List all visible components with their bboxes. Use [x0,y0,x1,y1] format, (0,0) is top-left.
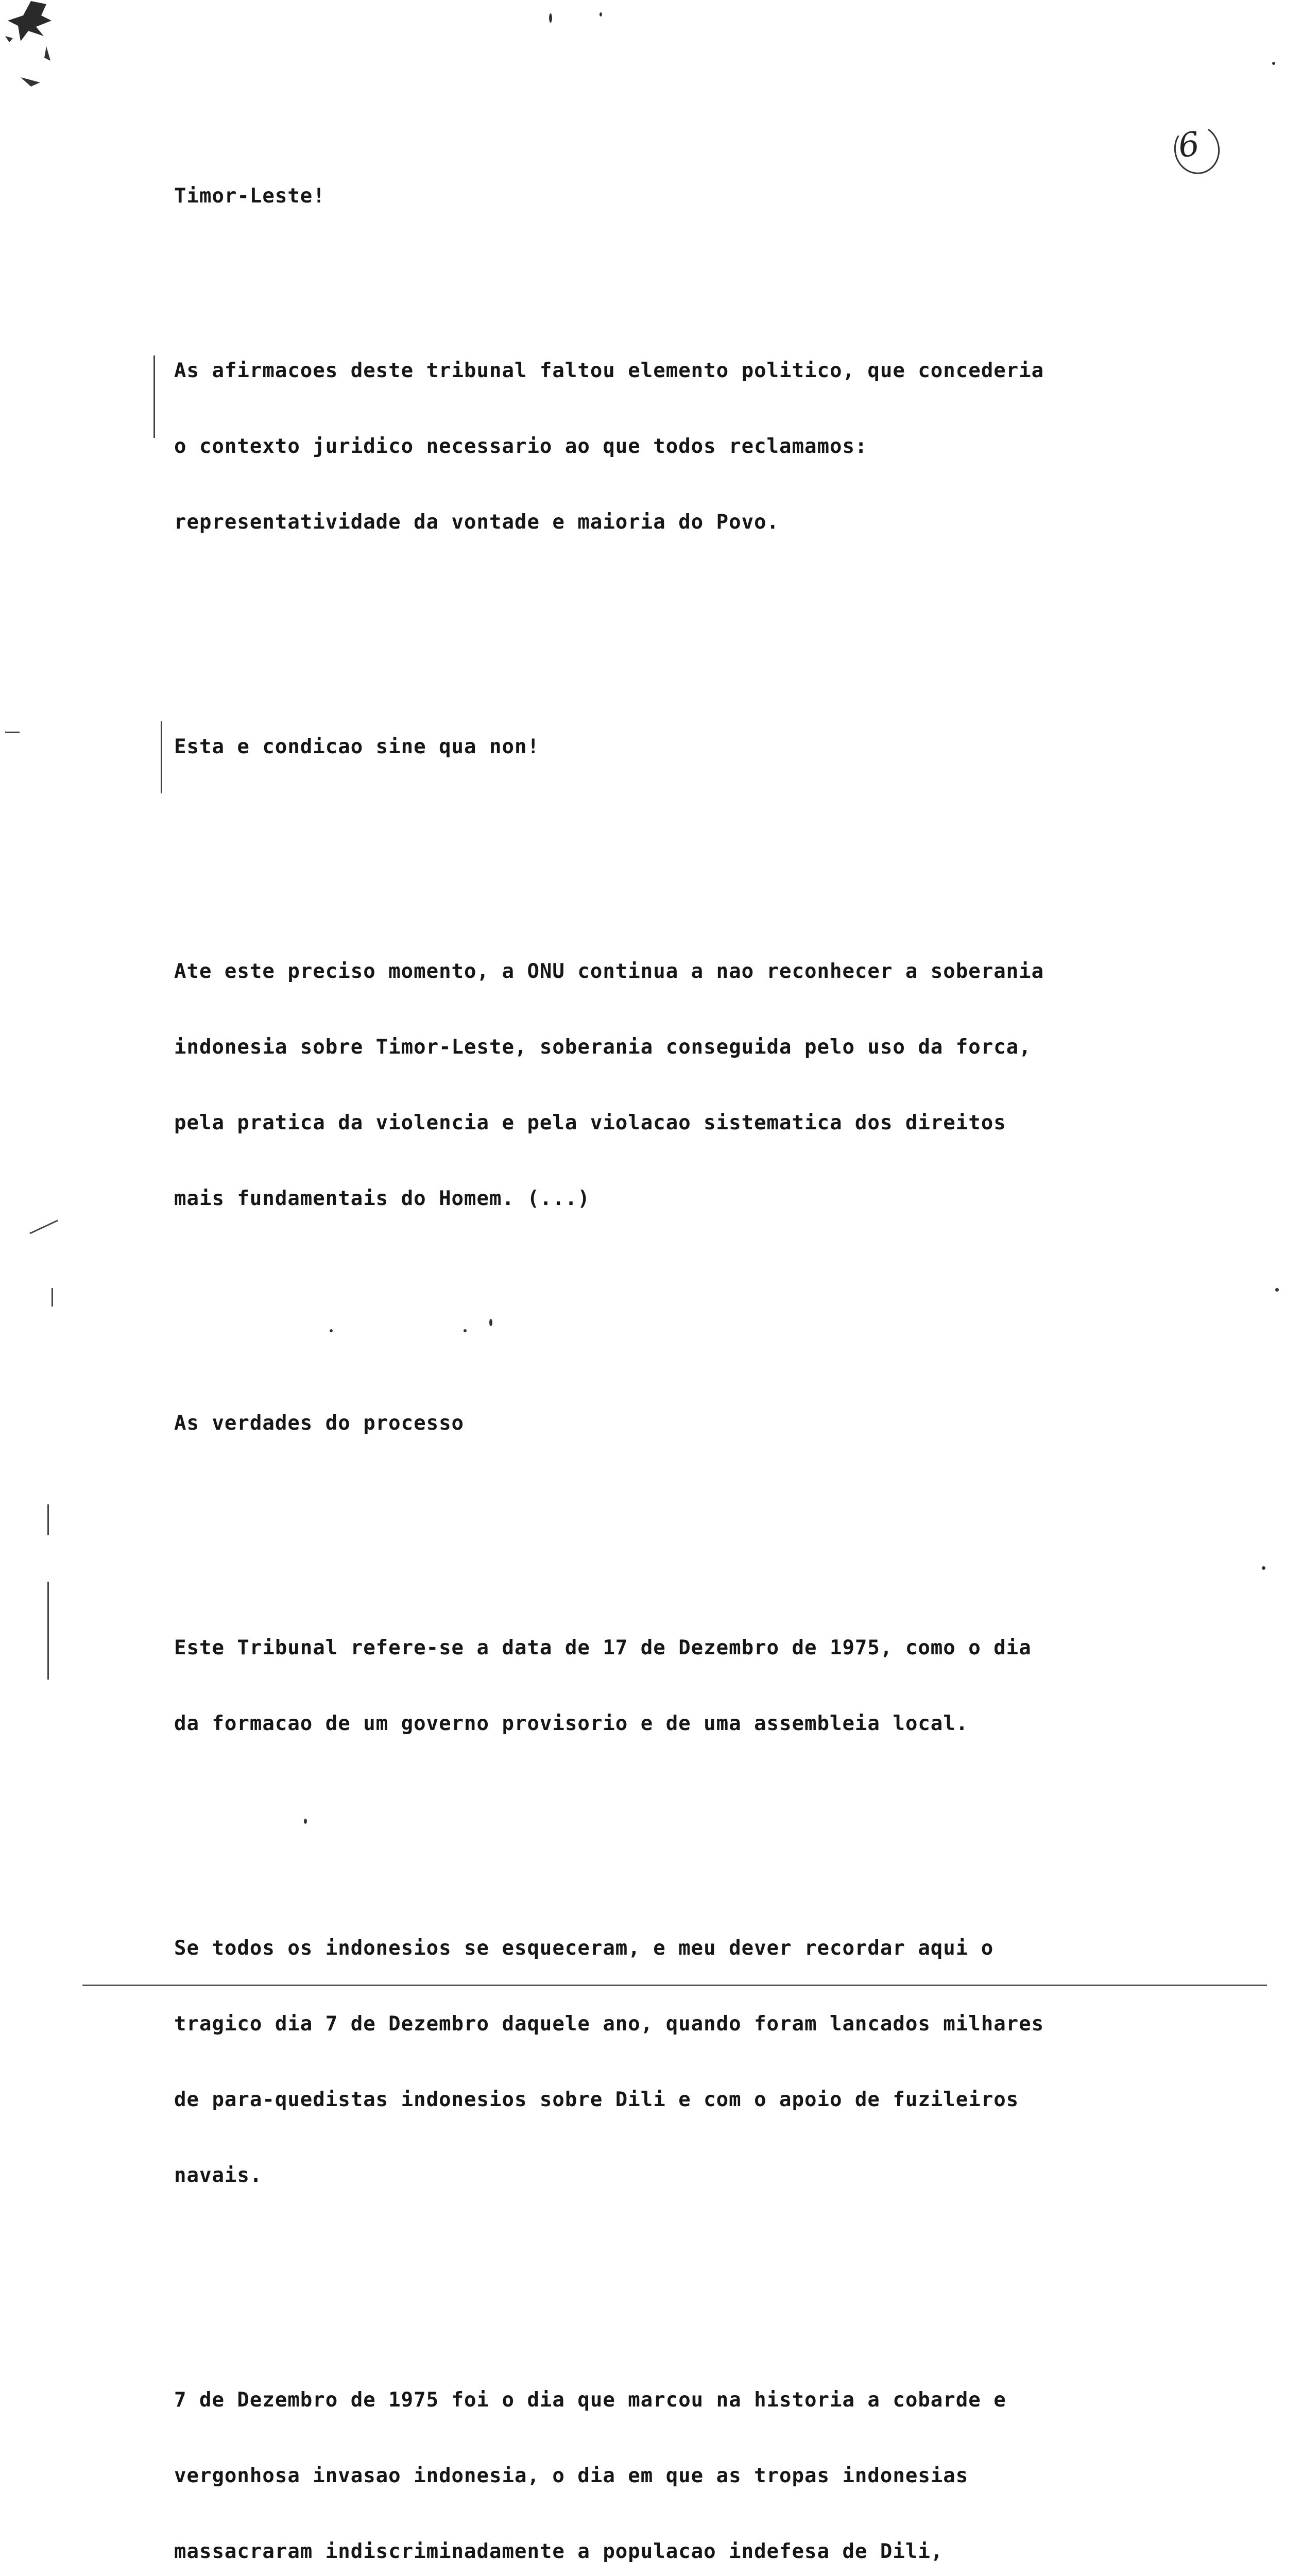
document-body [174,133,1050,2576]
margin-mark [29,1219,58,1234]
margin-mark [52,1288,53,1307]
text-line: pela pratica da violencia e pela violacao sistematica dos direitos [174,1111,1006,1134]
text-line: As verdades do processo [174,1412,465,1435]
text-line: tragico dia 7 de Dezembro daquele ano, quando foram lancados milhares [174,2012,1044,2036]
document-heading: Timor-Leste! [174,184,326,208]
text-line: Este Tribunal refere-se a data de 17 de Dezembro de 1975, como o dia [174,1636,1032,1659]
section-heading [174,1360,1050,1486]
margin-mark [161,721,162,793]
margin-mark [153,355,155,438]
text-line: representatividade da vontade e maioria do Povo. [174,511,780,534]
margin-mark [47,1582,49,1680]
margin-mark [5,732,20,733]
page-number: 6 [1176,125,1202,166]
text-line: Ate este preciso momento, a ONU continua a nao reconhecer a soberania [174,960,1044,983]
paragraph [174,1585,1050,1787]
speck [1272,62,1275,65]
text-line: Se todos os indonesios se esqueceram, e meu dever recordar aqui o [174,1937,994,1960]
paragraph [174,908,1050,1262]
text-line: massacraram indiscriminadamente a populacao indefesa de Dili, [174,2540,944,2563]
speck [1275,1288,1279,1292]
paragraph [174,684,1050,810]
corner-smudge-decoration [0,0,77,98]
text-line: de para-quedistas indonesios sobre Dili e com o apoio de fuzileiros [174,2088,1019,2111]
text-line: da formacao de um governo provisorio e de uma assembleia local. [174,1712,969,1735]
speck [549,13,552,23]
text-line: o contexto juridico necessario ao que todos reclamamos: [174,435,868,458]
text-line: Esta e condicao sine qua non! [174,735,540,758]
text-line: mais fundamentais do Homem. (...) [174,1187,590,1210]
paragraph [174,308,1050,585]
text-line: 7 de Dezembro de 1975 foi o dia que marcou na historia a cobarde e [174,2388,1006,2412]
speck [599,12,602,16]
text-line: vergonhosa invasao indonesia, o dia em que as tropas indonesias [174,2464,969,2487]
text-line: navais. [174,2164,263,2187]
text-line: As afirmacoes deste tribunal faltou elemento politico, que concederia [174,359,1044,382]
speck [1262,1566,1265,1570]
paragraph [174,1885,1050,2239]
text-line: indonesia sobre Timor-Leste, soberania conseguida pelo uso da forca, [174,1036,1032,1059]
margin-mark [47,1504,49,1535]
paragraph [174,2337,1050,2576]
